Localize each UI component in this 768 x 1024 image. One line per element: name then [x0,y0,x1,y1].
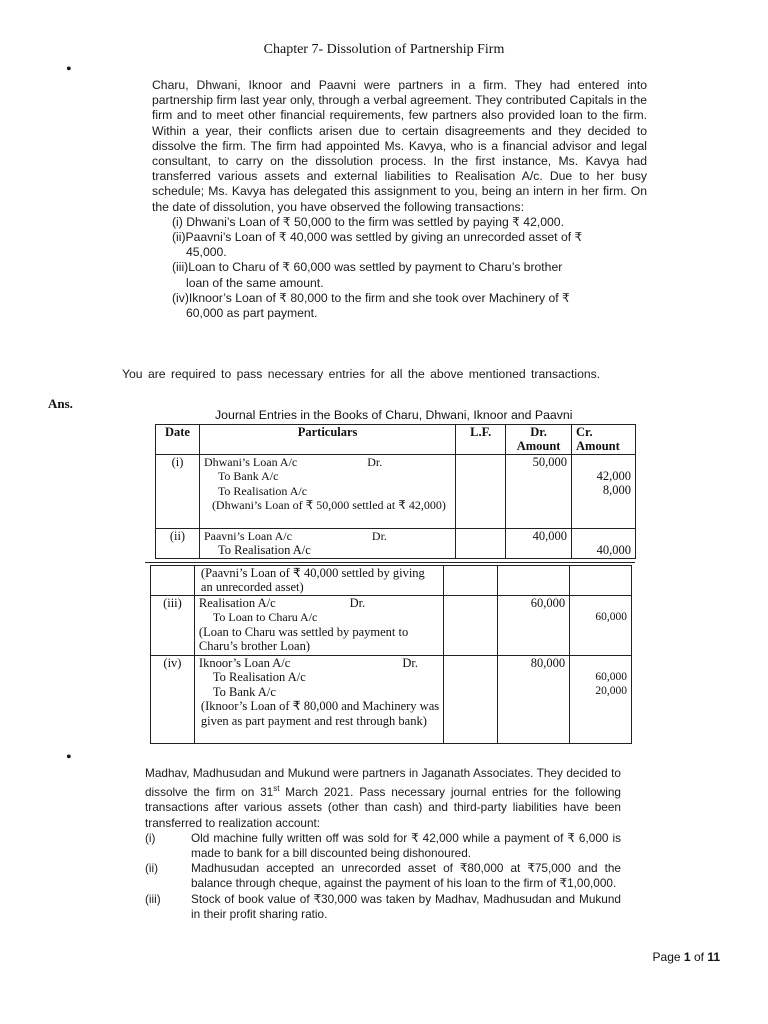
journal-table-upper [155,424,636,559]
credit-account: To Realisation A/c [217,543,311,558]
entry-particulars [199,454,455,528]
entry-date [151,566,195,596]
entry-particulars [194,596,444,656]
answer-label: Ans. [48,396,73,411]
header-amount-label: Amount [576,439,620,454]
ordinal-suffix: st [273,784,280,794]
entry-particulars [199,528,455,558]
entry-date: (ii) [156,528,200,558]
journal-table-lower [150,565,632,744]
transaction-text: (iv)Iknoor’s Loan of ₹ 80,000 to the firm and she took over Machinery of ₹ [172,290,570,305]
debit-account: Paavni’s Loan A/c [203,528,292,543]
entry-lf [444,566,498,596]
narration: (Loan to Charu was settled by payment to Charu’s brother Loan) [198,624,409,654]
table-row [151,656,632,744]
dr-marker: Dr. [371,528,387,543]
dr-amount: 50,000 [506,454,572,528]
entry-lf [456,528,506,558]
cr-amounts [570,596,632,656]
dr-marker: Dr. [402,656,418,670]
transaction-text-cont: loan of the same amount. [186,275,324,290]
dr-amount: 60,000 [498,596,570,656]
header-date: Date [156,425,200,455]
item-number: (i) [145,830,156,845]
credit-account: To Bank A/c [217,469,279,484]
item-text: Madhusudan accepted an unrecorded asset of ₹80,000 at ₹75,000 and the balance through cheque, against the payment of his loan to the firm of ₹1,00,000. [191,861,621,891]
table-row [151,596,632,656]
item-text: Stock of book value of ₹30,000 was taken by Madhav, Madhusudan and Mukund in their profit sharing ratio. [191,891,621,921]
question-1-instruction: You are required to pass necessary entries for all the above mentioned transactions. [122,367,601,381]
divider [145,562,635,563]
entry-date: (iv) [151,656,195,744]
header-dr-label: Dr. [530,425,547,439]
item-number: (ii) [145,861,159,876]
transaction-text: (i) Dhwani’s Loan of ₹ 50,000 to the firm was settled by paying ₹ 42,000. [172,214,564,229]
header-cr-amount [572,425,636,455]
transaction-text: (iii)Loan to Charu of ₹ 60,000 was settled by payment to Charu’s brother [172,260,563,275]
narration: (Paavni’s Loan of ₹ 40,000 settled by giving an unrecorded asset) [200,566,425,595]
question-1 [152,78,647,321]
debit-account: Iknoor’s Loan A/c [198,656,291,670]
entry-date: (i) [156,454,200,528]
page-current: 1 [683,950,691,964]
entry-lf [456,454,506,528]
transaction-item [172,215,647,230]
table-row [156,454,636,528]
cr-amounts [570,566,632,596]
item-text: Old machine fully written off was sold for ₹ 42,000 while a payment of ₹ 6,000 is made to bank for a bill discounted being dishonoured. [191,830,621,860]
table-row [151,566,632,596]
page-total: 11 [707,950,720,964]
table-header [156,425,636,455]
question-2-item [145,831,621,861]
cr-amount: 40,000 [596,542,631,557]
debit-account: Dhwani’s Loan A/c [203,454,298,469]
dr-marker: Dr. [367,454,383,469]
page-of-word: of [693,950,704,964]
cr-amounts [570,656,632,744]
narration: (Dhwani’s Loan of ₹ 50,000 settled at ₹ 42,000) [211,498,446,513]
cr-amount: 8,000 [602,483,631,498]
debit-account: Realisation A/c [198,596,276,610]
question-2 [145,766,621,922]
page-word: Page [652,950,681,964]
transaction-text: (ii)Paavni’s Loan of ₹ 40,000 was settled by giving an unrecorded asset of ₹ [172,230,583,245]
bullet: • [66,61,72,78]
credit-account: To Loan to Charu A/c [212,610,318,625]
header-particulars: Particulars [199,425,455,455]
page-title: Chapter 7- Dissolution of Partnership Firm [263,42,505,57]
entry-date: (iii) [151,596,195,656]
dr-amount [498,566,570,596]
cr-amount: 60,000 [595,671,627,683]
header-amount-label: Amount [516,439,561,454]
dr-amount: 80,000 [498,656,570,744]
header-dr-amount [506,425,572,455]
credit-account: To Bank A/c [212,684,276,699]
transaction-text-cont: 45,000. [186,245,227,260]
header-lf: L.F. [456,425,506,455]
bullet: • [66,749,72,766]
entry-lf [444,656,498,744]
header-cr-label: Cr. [576,425,593,439]
entry-particulars [194,656,444,744]
cr-amount: 60,000 [595,611,627,623]
question-2-item [145,861,621,891]
question-2-item [145,892,621,922]
dr-amount: 40,000 [506,528,572,558]
table-row [156,528,636,558]
journal-title: Journal Entries in the Books of Charu, Dhwani, Iknoor and Paavni [215,408,573,422]
credit-account: To Realisation A/c [212,670,306,685]
credit-account: To Realisation A/c [217,483,308,498]
cr-amount: 42,000 [596,468,631,483]
transaction-item [172,260,647,290]
transaction-list [152,215,647,321]
cr-amount: 20,000 [595,685,627,698]
page-footer [653,950,720,964]
transaction-item [172,291,647,321]
question-1-paragraph: Charu, Dhwani, Iknoor and Paavni were partners in a firm. They had entered into partnership firm last year only, through a verbal agreement. They contributed Capitals in the firm and to meet other financial requirements, few partners also provided loan to the firm. Within a year, their conflicts arisen due to certain disagreements and they decided to dissolve the firm. The firm had appointed Ms. Kavya, who is a financial advisor and legal consultant, to carry on the dissolution process. In the first instance, Ms. Kavya had transferred various assets and external liabilities to Realisation A/c. Due to her busy schedule; Ms. Kavya has delegated this assignment to you, being an intern in her firm. On the date of dissolution, you have observed the following transactions: [152,78,647,214]
dr-marker: Dr. [349,596,366,610]
cr-amounts [572,528,636,558]
narration: (Iknoor’s Loan of ₹ 80,000 and Machinery was given as part payment and rest through bank) [200,699,440,728]
item-number: (iii) [145,891,161,906]
transaction-text-cont: 60,000 as part payment. [186,306,318,321]
cr-amounts [572,454,636,528]
question-2-intro: Madhav, Madhusudan and Mukund were partners in Jaganath Associates. They decided to dissolve the firm on 31st March 2021. Pass necessary journal entries for the following transactions after various assets (other than cash) and third-party liabilities have been transferred to realization account: [145,766,621,830]
transaction-item [172,230,647,260]
entry-particulars [194,566,444,596]
entry-lf [444,596,498,656]
